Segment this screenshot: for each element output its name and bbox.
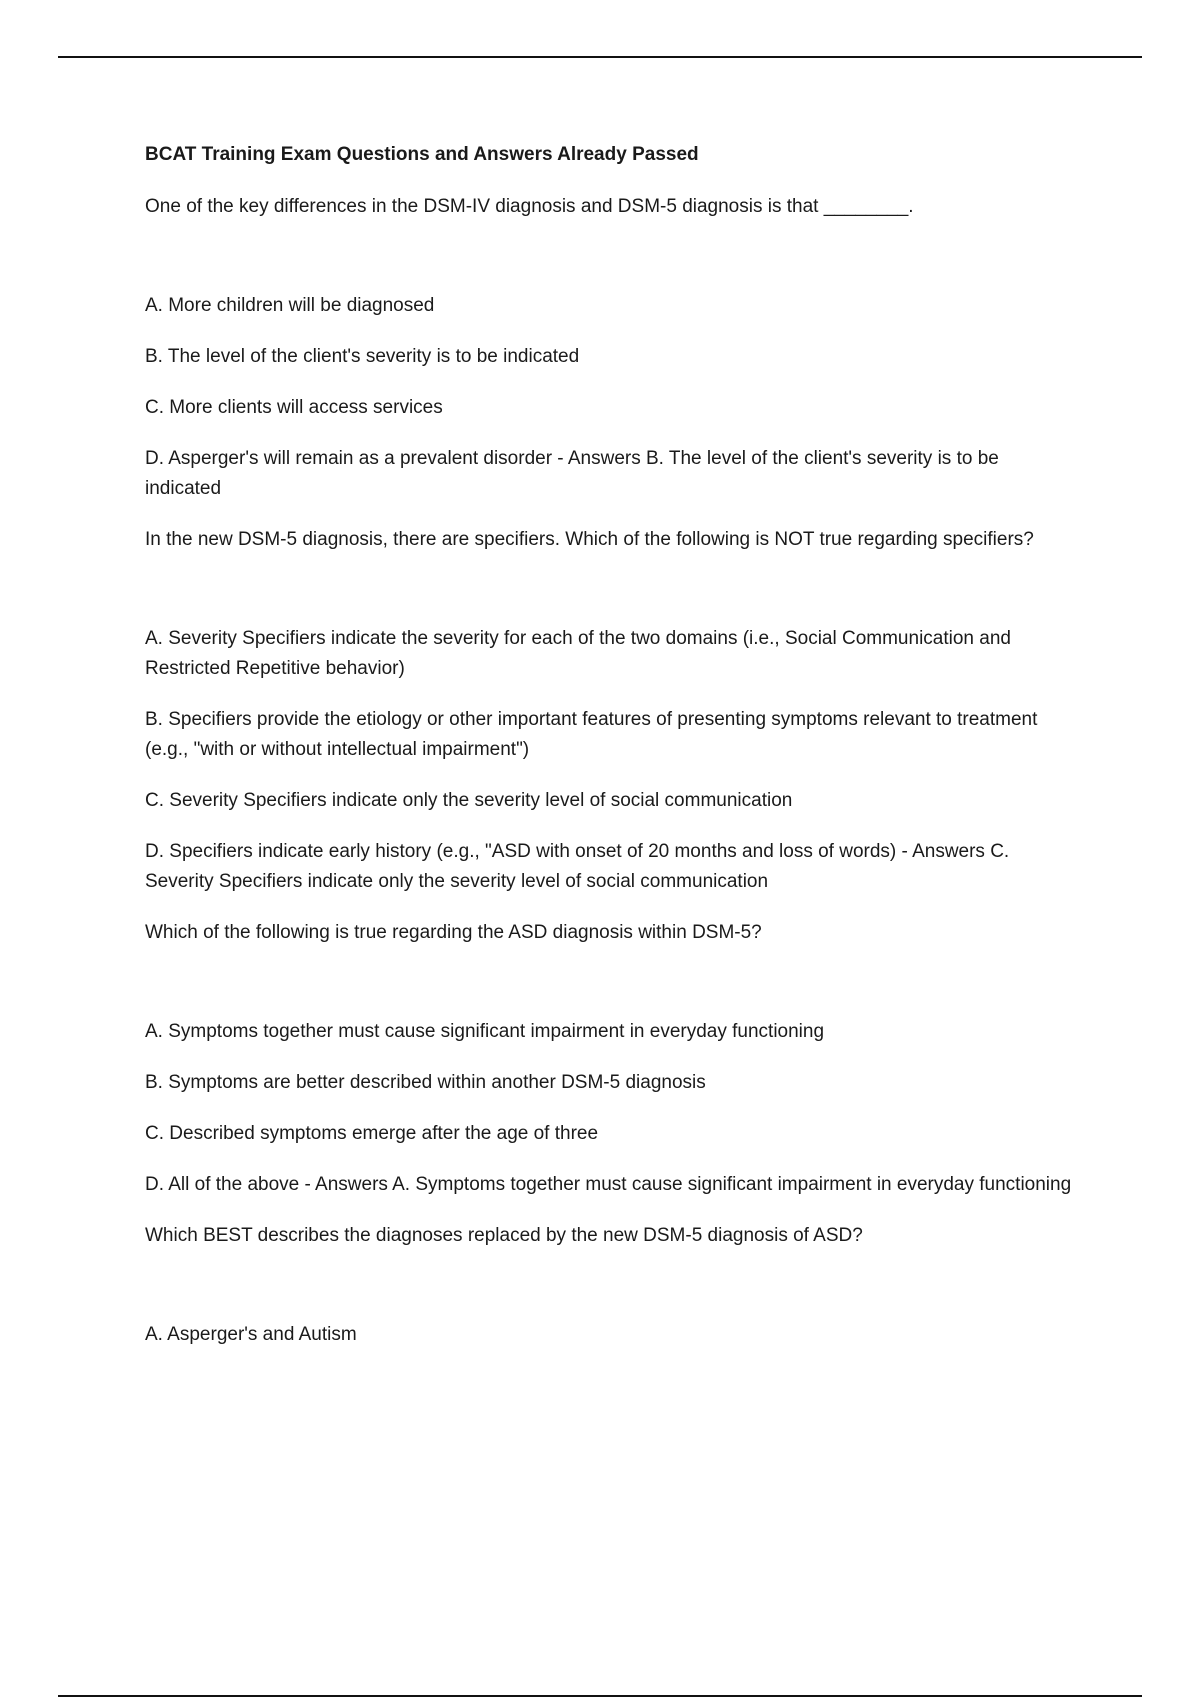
bottom-rule (58, 1695, 1142, 1697)
q4-option-a: A. Asperger's and Autism (145, 1324, 357, 1345)
question-2: In the new DSM-5 diagnosis, there are specifiers. Which of the following is NOT true regarding specifiers? (145, 529, 1034, 550)
q3-option-b: B. Symptoms are better described within another DSM-5 diagnosis (145, 1072, 706, 1093)
q1-option-a: A. More children will be diagnosed (145, 295, 435, 316)
q3-option-a: A. Symptoms together must cause significant impairment in everyday functioning (145, 1021, 825, 1042)
q3-option-d-answer: D. All of the above - Answers A. Symptoms together must cause significant impairment in everyday functioning (145, 1174, 1072, 1195)
q3-option-c: C. Described symptoms emerge after the age of three (145, 1123, 599, 1144)
top-rule (58, 56, 1142, 58)
q1-option-c: C. More clients will access services (145, 397, 443, 418)
question-3: Which of the following is true regarding the ASD diagnosis within DSM-5? (145, 922, 762, 943)
q2-option-a: A. Severity Specifiers indicate the severity for each of the two domains (i.e., Social Communication and Restricted Repetitive behavior) (145, 628, 1011, 679)
q1-option-b: B. The level of the client's severity is to be indicated (145, 346, 580, 367)
document-title: BCAT Training Exam Questions and Answers Already Passed (145, 144, 699, 165)
q2-option-d-answer: D. Specifiers indicate early history (e.g., "ASD with onset of 20 months and loss of words) - Answers C. Severity Specifiers indicate only the severity level of social communication (145, 841, 1010, 892)
q2-option-c: C. Severity Specifiers indicate only the severity level of social communication (145, 790, 793, 811)
q1-option-d-answer: D. Asperger's will remain as a prevalent disorder - Answers B. The level of the client's severity is to be indicated (145, 448, 999, 499)
document-body (145, 140, 1080, 1371)
question-4: Which BEST describes the diagnoses replaced by the new DSM-5 diagnosis of ASD? (145, 1225, 863, 1246)
question-1: One of the key differences in the DSM-IV diagnosis and DSM-5 diagnosis is that ________. (145, 196, 914, 217)
q2-option-b: B. Specifiers provide the etiology or other important features of presenting symptoms relevant to treatment (e.g., "with or without intellectual impairment") (145, 709, 1038, 760)
